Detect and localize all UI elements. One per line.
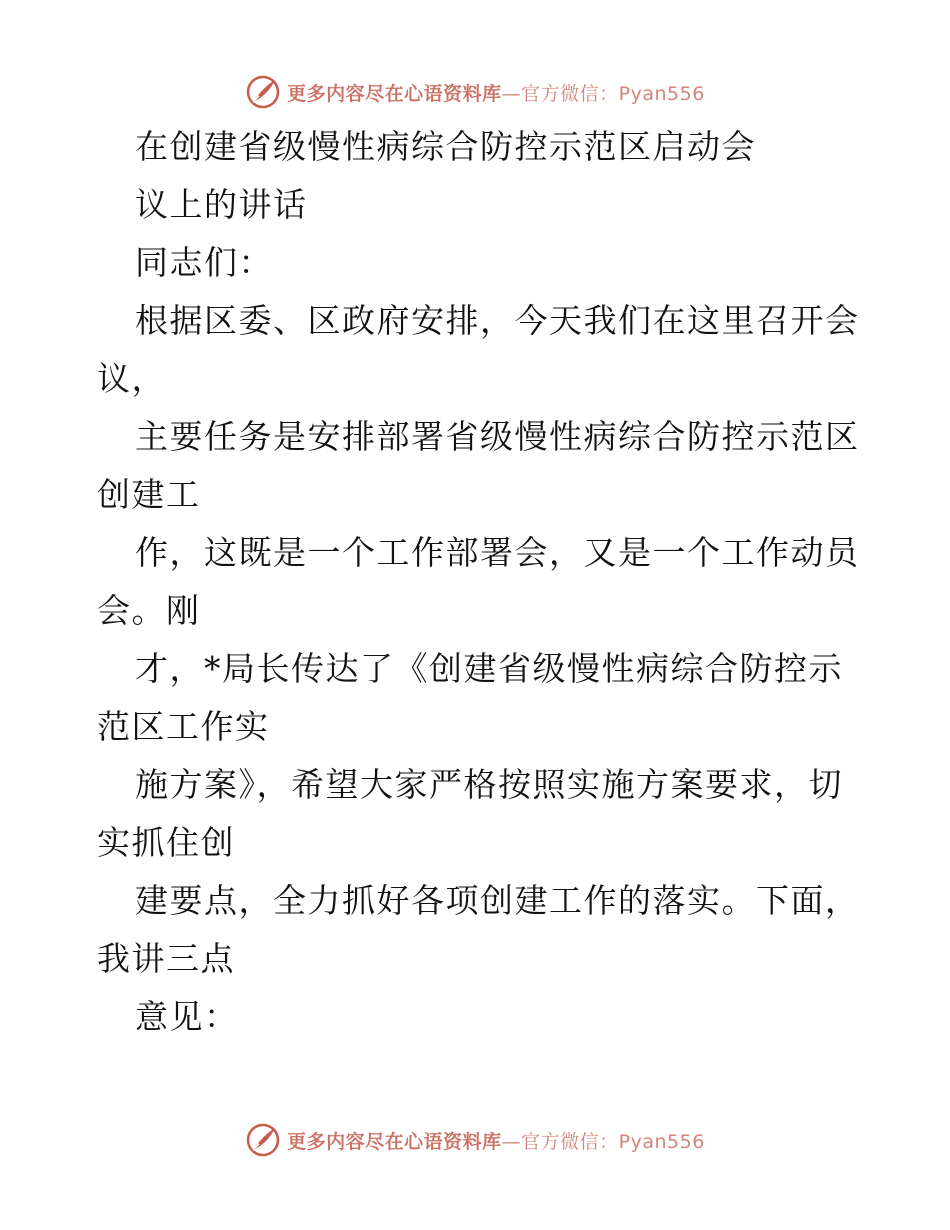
watermark-text-main: 更多内容尽在心语资料库 bbox=[287, 1130, 502, 1153]
paragraph-line: 范区工作实 bbox=[97, 707, 270, 746]
watermark-banner-bottom bbox=[0, 1118, 950, 1162]
paragraph-line: 我讲三点 bbox=[97, 939, 235, 978]
paragraph-line: 会。刚 bbox=[97, 591, 201, 630]
quill-logo-icon bbox=[245, 1122, 281, 1158]
paragraph-line: 根据区委、区政府安排，今天我们在这里召开会 bbox=[135, 301, 860, 340]
document-title-line-2: 议上的讲话 bbox=[135, 185, 308, 224]
paragraph-line: 才，*局长传达了《创建省级慢性病综合防控示 bbox=[135, 649, 843, 688]
watermark-banner-top bbox=[0, 70, 950, 114]
paragraph-line: 施方案》，希望大家严格按照实施方案要求，切 bbox=[135, 765, 843, 804]
paragraph-line: 实抓住创 bbox=[97, 823, 235, 862]
watermark-text-rest: —官方微信：Pyan556 bbox=[501, 1130, 705, 1153]
salutation: 同志们： bbox=[135, 243, 273, 282]
paragraph-line: 创建工 bbox=[97, 475, 201, 514]
paragraph-line: 建要点，全力抓好各项创建工作的落实。下面， bbox=[135, 881, 860, 920]
document-title-line-1: 在创建省级慢性病综合防控示范区启动会 bbox=[135, 127, 756, 166]
watermark-text bbox=[287, 1127, 705, 1154]
paragraph-line: 主要任务是安排部署省级慢性病综合防控示范区 bbox=[135, 417, 860, 456]
paragraph-line: 意见： bbox=[135, 997, 239, 1036]
paragraph-line: 议， bbox=[97, 359, 166, 398]
watermark-text-main: 更多内容尽在心语资料库 bbox=[287, 82, 502, 105]
watermark-text bbox=[287, 79, 705, 106]
watermark-text-rest: —官方微信：Pyan556 bbox=[501, 82, 705, 105]
quill-logo-icon bbox=[245, 74, 281, 110]
paragraph-line: 作，这既是一个工作部署会，又是一个工作动员 bbox=[135, 533, 860, 572]
